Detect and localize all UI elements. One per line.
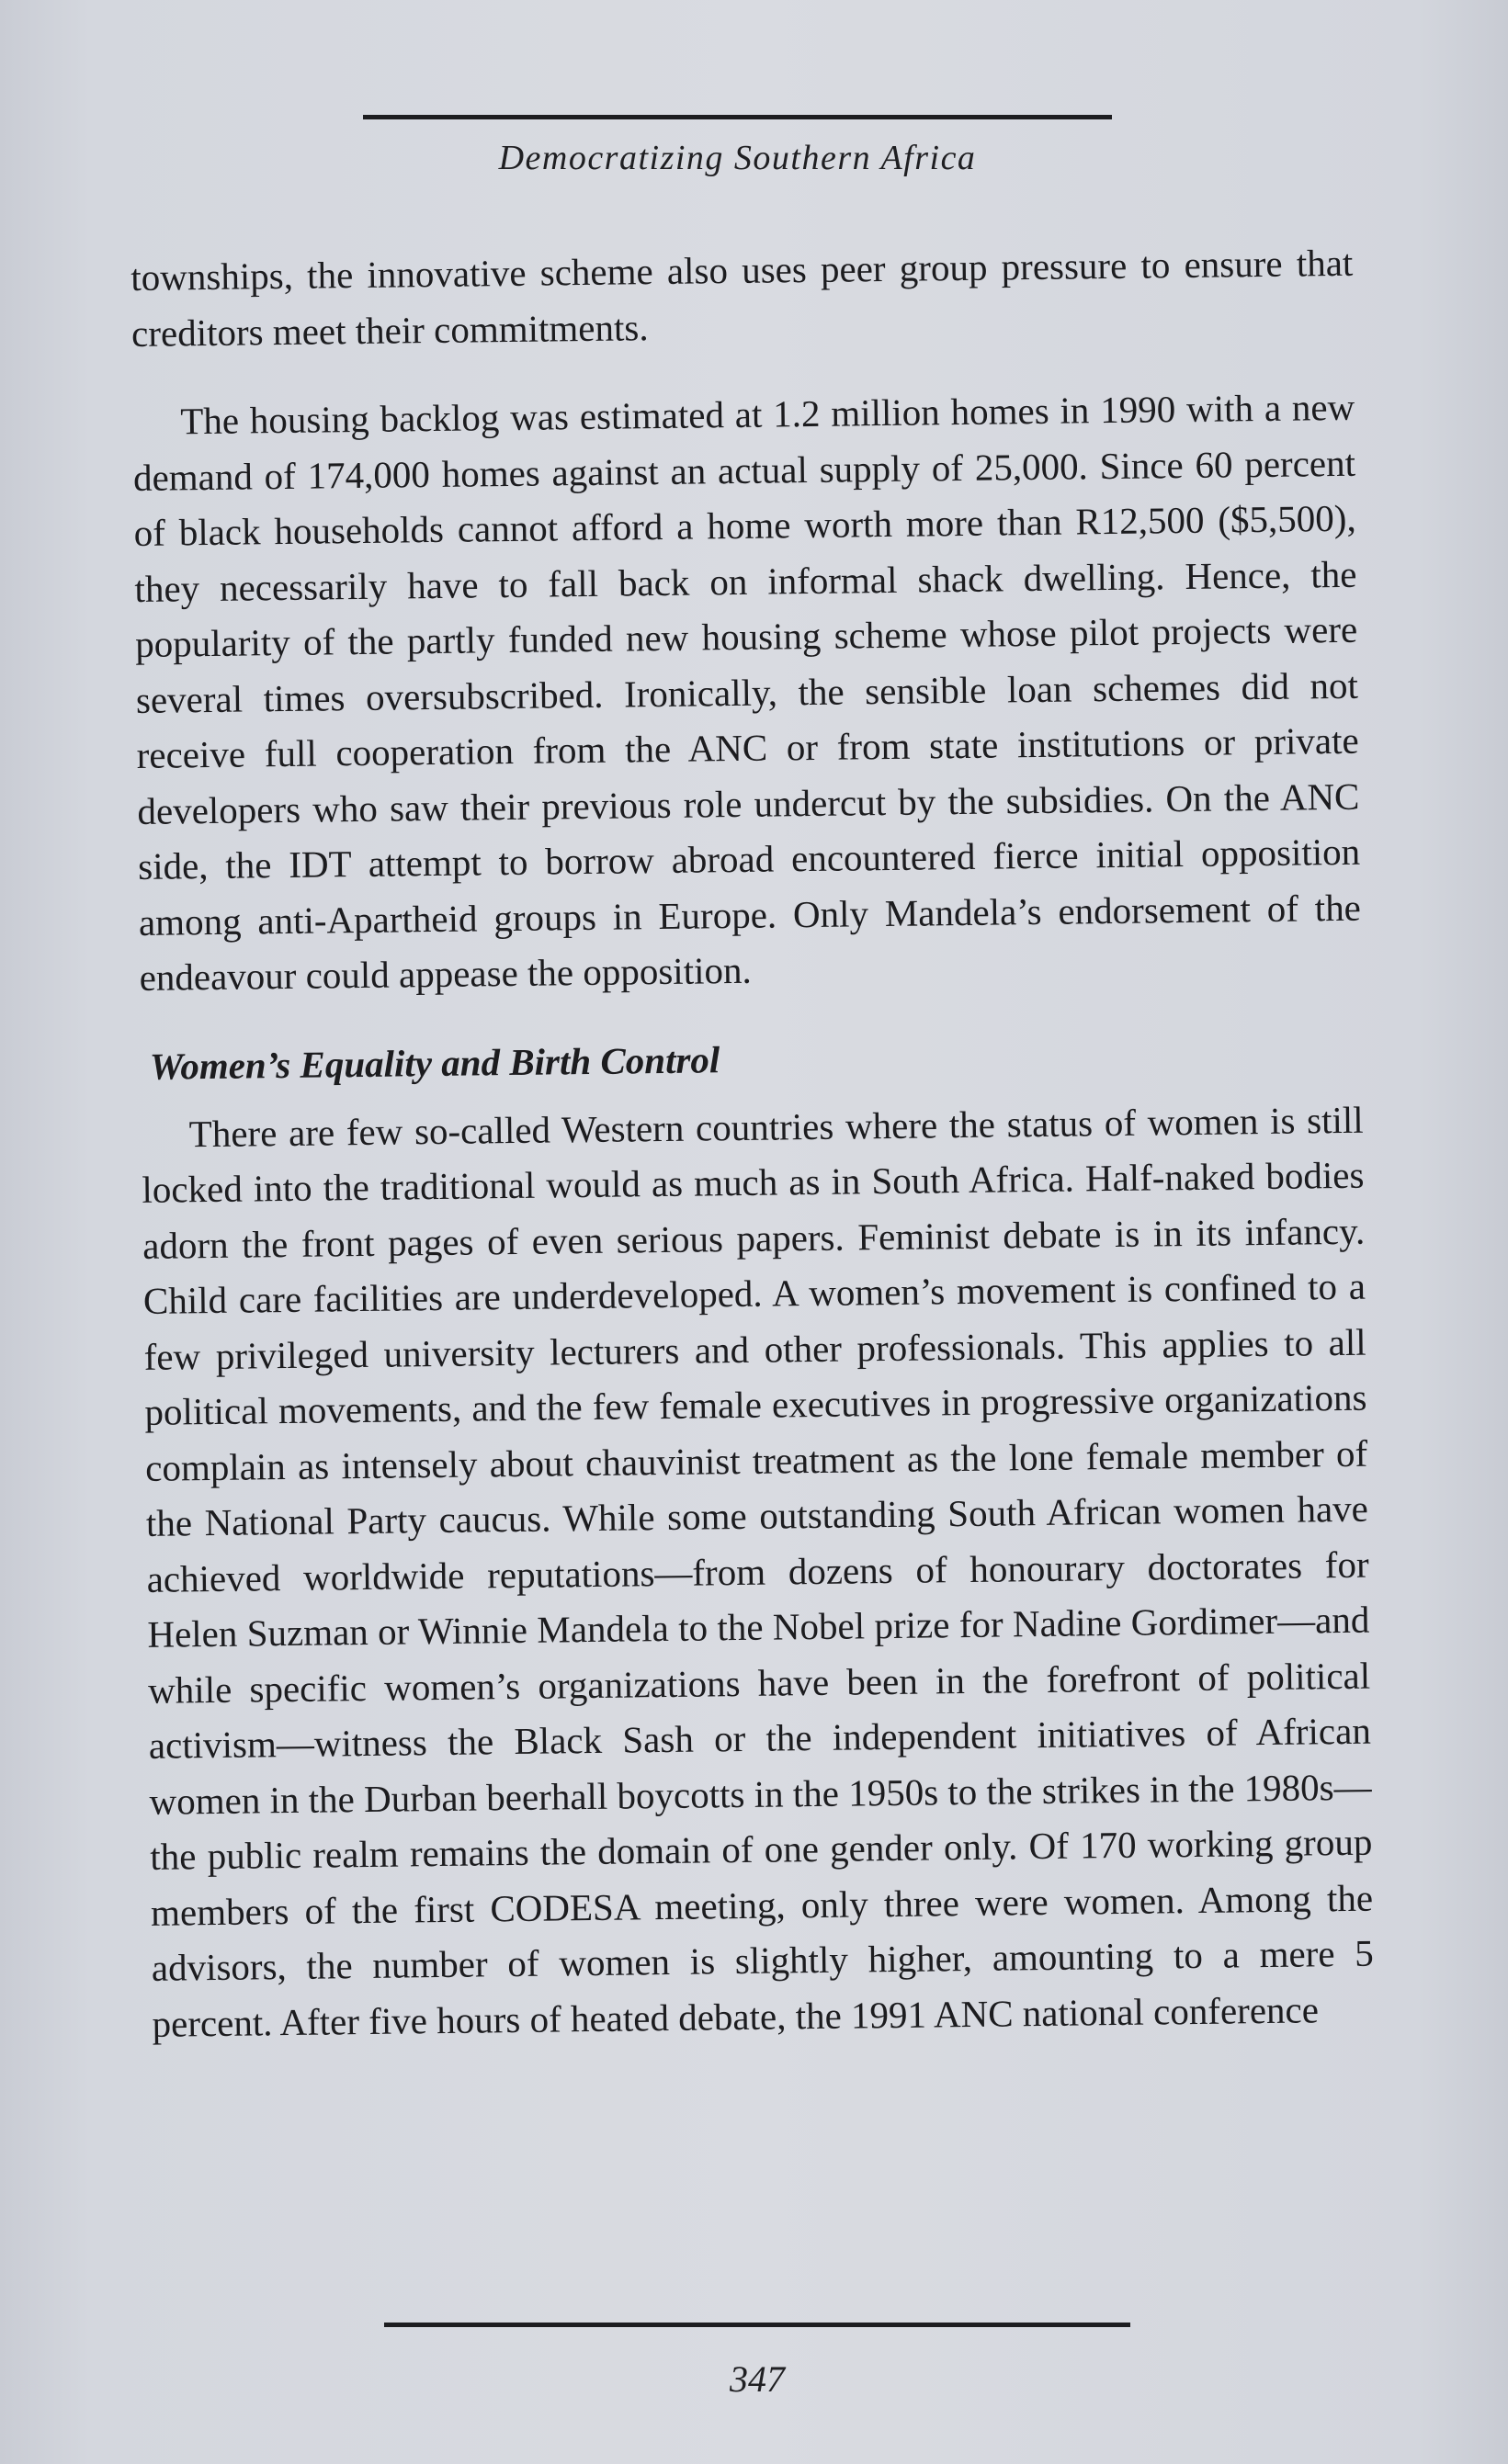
running-head: Democratizing Southern Africa	[498, 139, 977, 177]
paragraph-women-status: There are few so-called Western countries where the status of women is still locked into the traditional would as much as in South Africa. Half-naked bodies adorn the front pages of even serious papers. Feminist debate is in its infancy. Child care facilities are underdeveloped. A women’s movement is confined to a few privileged university lecturers and other professionals. This applies to all political movements, and the few female executives in progressive organizations complain as intensely about chauvinist treatment as the lone female member of the National Party caucus. While some outstanding South African women have achieved worldwide reputations—from dozens of honourary doctorates for Helen Suzman or Winnie Mandela to the Nobel prize for Nadine Gordimer—and while specific women’s organizations have been in the forefront of political activism—witness the Black Sash or the independent initiatives of African women in the Durban beerhall boycotts in the 1950s to the strikes in the 1980s—the public realm remains the domain of one gender only. Of 170 working group members of the first CODESA meeting, only three were women. Among the advisors, the number of women is slightly higher, amounting to a mere 5 percent. After five hours of heated debate, the 1991 ANC national conference	[142, 1098, 1375, 2045]
section-heading: Women’s Equality and Birth Control	[149, 1037, 720, 1088]
header-rule	[363, 115, 1112, 119]
body-text	[130, 235, 1375, 2051]
footer-rule	[384, 2323, 1130, 2327]
paragraph-continuation: townships, the innovative scheme also uses peer group pressure to ensure that creditors meet their commitments.	[130, 241, 1354, 355]
paragraph-housing-backlog: The housing backlog was estimated at 1.2 million homes in 1990 with a new demand of 174,000 homes against an actual supply of 25,000. Since 60 percent of black households cannot afford a home worth more than R12,500 ($5,500), they necessarily have to fall back on informal shack dwelling. Hence, the popularity of the partly funded new housing scheme whose pilot projects were several times oversubscribed. Ironically, the sensible loan schemes did not receive full cooperation from the ANC or from state institutions or private developers who saw their previous role undercut by the subsidies. On the ANC side, the IDT attempt to borrow abroad encountered fierce initial opposition among anti-Apartheid groups in Europe. Only Mandela’s endorsement of the endeavour could appease the opposition.	[132, 385, 1362, 999]
page-number: 347	[730, 2358, 785, 2400]
